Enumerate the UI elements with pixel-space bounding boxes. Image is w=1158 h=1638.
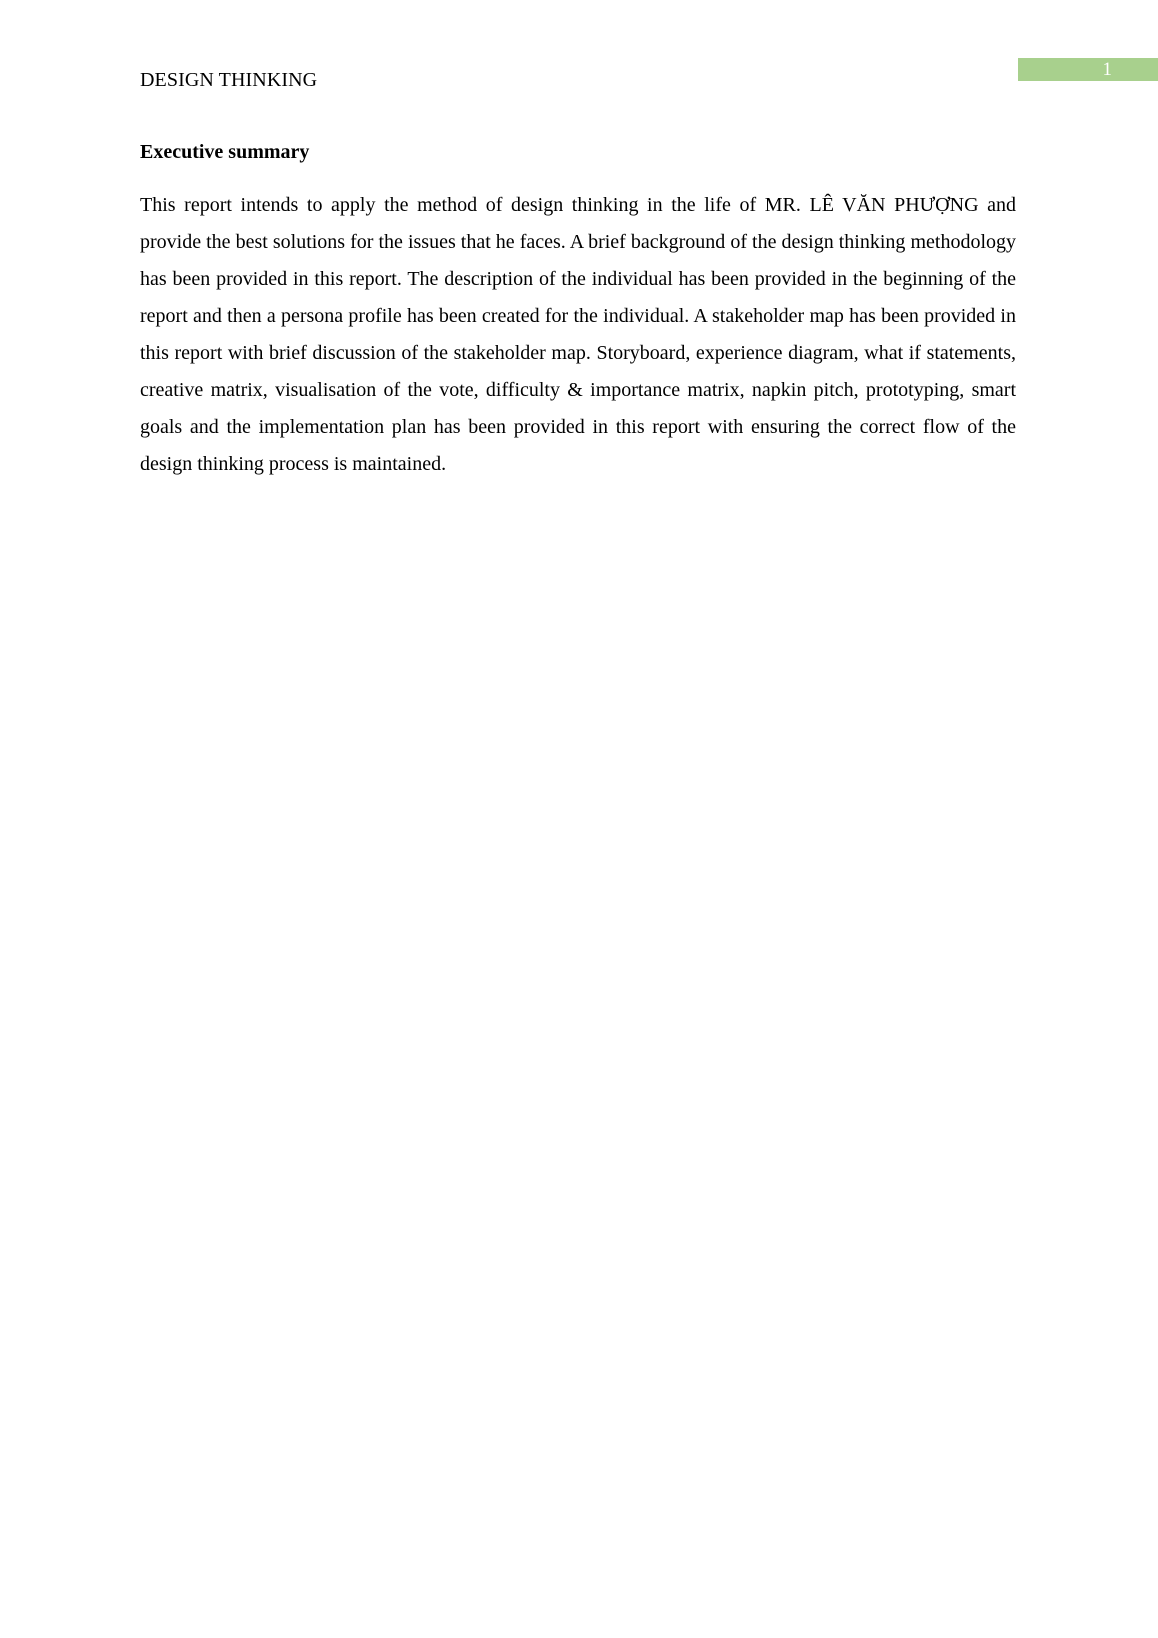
page-number: 1: [1018, 58, 1158, 81]
executive-summary-paragraph: This report intends to apply the method of design thinking in the life of MR. LÊ VĂN PHƯỢNG and provide the best solutions for the issues that he faces. A brief background of the design thinking methodology has been provided in this report. The description of the individual has been provided in the beginning of the report and then a persona profile has been created for the individual. A stakeholder map has been provided in this report with brief discussion of the stakeholder map. Storyboard, experience diagram, what if statements, creative matrix, visualisation of the vote, difficulty & importance matrix, napkin pitch, prototyping, smart goals and the implementation plan has been provided in this report with ensuring the correct flow of the design thinking process is maintained.: [140, 194, 1016, 475]
section-heading: Executive summary: [140, 141, 310, 163]
running-head: DESIGN THINKING: [140, 69, 318, 91]
